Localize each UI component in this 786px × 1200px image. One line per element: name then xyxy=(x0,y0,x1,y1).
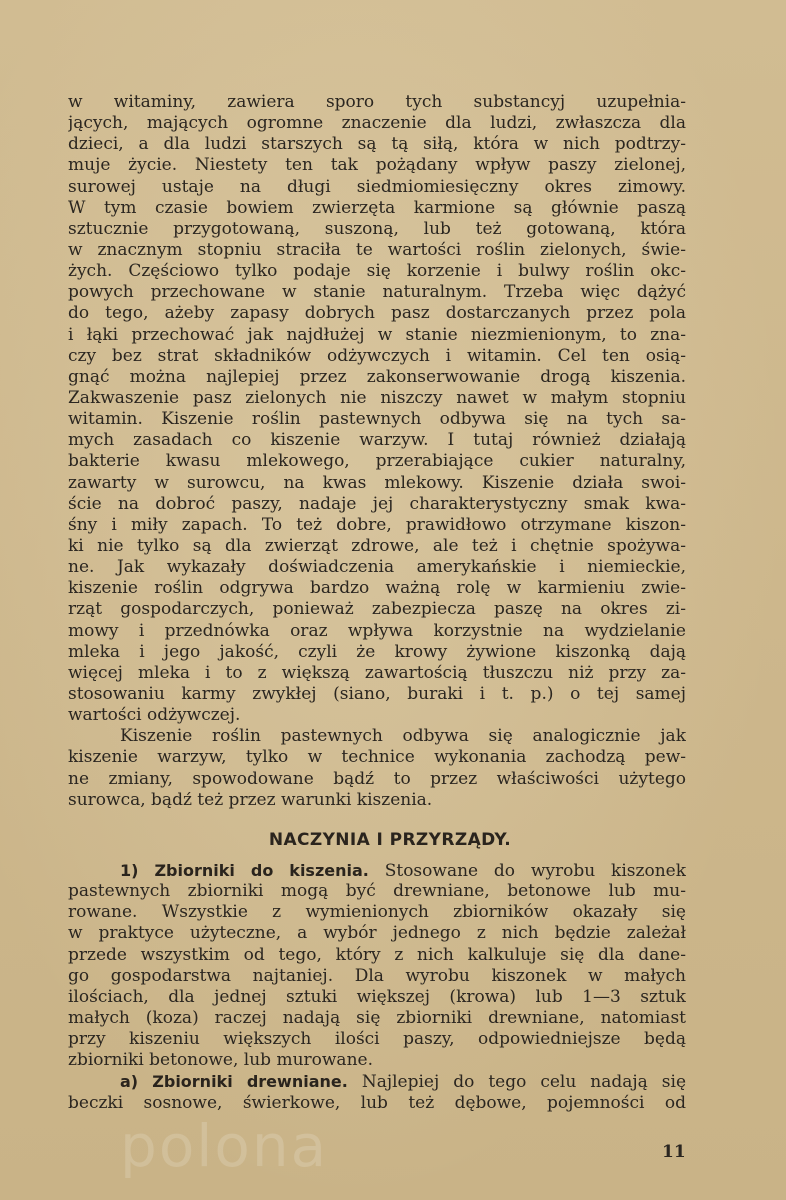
text-line-34: surowca, bądź też przez warunki kiszenia. xyxy=(68,789,433,810)
text-line-27: mleka i jego jakość, czyli że krowy żywione kiszonką dają xyxy=(68,641,686,662)
text-line-7: sztucznie przygotowaną, suszoną, lub też gotowaną, która xyxy=(68,218,686,239)
text-line-20: ście na dobroć paszy, nadaje jej charakterystyczny smak kwa- xyxy=(68,493,686,514)
text-line-31: Kiszenie roślin pastewnych odbywa się analogicznie jak xyxy=(120,726,686,747)
text-line-3: dzieci, a dla ludzi starszych są tą siłą, która w nich podtrzy- xyxy=(68,134,686,155)
text-line-26: mowy i przednówka oraz wpływa korzystnie na wydzielanie xyxy=(68,620,686,641)
text-line-25: rząt gospodarczych, ponieważ zabezpiecza paszę na okres zi- xyxy=(68,599,686,620)
item1-line-10: zbiorniki betonowe, lub murowane. xyxy=(68,1050,373,1071)
text-line-11: do tego, ażeby zapasy dobrych pasz dostarczanych przez pola xyxy=(68,303,686,324)
watermark: polona xyxy=(120,1112,329,1180)
itema-run-in-heading: a) Zbiorniki drewniane. xyxy=(120,1072,348,1092)
text-line-10: powych przechowane w stanie naturalnym. Trzeba więc dążyć xyxy=(68,282,686,303)
text-line-18: bakterie kwasu mlekowego, przerabiające cukier naturalny, xyxy=(68,451,686,472)
text-line-15: Zakwaszenie pasz zielonych nie niszczy nawet w małym stopniu xyxy=(68,387,686,408)
text-line-6: W tym czasie bowiem zwierzęta karmione są głównie paszą xyxy=(68,197,686,218)
itema-line-2: beczki sosnowe, świerkowe, lub też dębowe, pojemności od xyxy=(68,1092,686,1113)
item1-line-3: rowane. Wszystkie z wymienionych zbiorników okazały się xyxy=(68,902,686,923)
item1-first-line xyxy=(68,860,686,881)
text-line-8: w znacznym stopniu straciła te wartości roślin zielonych, świe- xyxy=(68,239,686,260)
itema-first-line-text: Najlepiej do tego celu nadają się xyxy=(361,1072,686,1093)
text-line-28: więcej mleka i to z większą zawartością tłuszczu niż przy za- xyxy=(68,662,686,683)
item1-line-2: pastewnych zbiorniki mogą być drewniane, betonowe lub mu- xyxy=(68,881,686,902)
item1-line-7: ilościach, dla jednej sztuki większej (krowa) lub 1—3 sztuk xyxy=(68,986,686,1007)
item1-line-5: przede wszystkim od tego, który z nich kalkuluje się dla dane- xyxy=(68,944,686,965)
section-heading-wrap xyxy=(68,830,686,850)
section-body xyxy=(68,860,686,1114)
text-line-17: mych zasadach co kiszenie warzyw. I tutaj również działają xyxy=(68,430,686,451)
text-line-21: śny i miły zapach. To też dobre, prawidłowo otrzymane kiszon- xyxy=(68,514,686,535)
text-line-24: kiszenie roślin odgrywa bardzo ważną rolę w karmieniu zwie- xyxy=(68,578,686,599)
text-line-12: i łąki przechować jak najdłużej w stanie niezmienionym, to zna- xyxy=(68,324,686,345)
text-line-32: kiszenie warzyw, tylko w technice wykonania zachodzą pew- xyxy=(68,747,686,768)
text-line-13: czy bez strat składników odżywczych i witamin. Cel ten osią- xyxy=(68,345,686,366)
text-line-9: żych. Częściowo tylko podaje się korzenie i bulwy roślin okc- xyxy=(68,261,686,282)
text-line-22: ki nie tylko są dla zwierząt zdrowe, ale też i chętnie spożywa- xyxy=(68,535,686,556)
text-line-1: w witaminy, zawiera sporo tych substancyj uzupełnia- xyxy=(68,92,686,112)
text-line-4: muje życie. Niestety ten tak pożądany wpływ paszy zielonej, xyxy=(68,155,686,176)
text-line-33: ne zmiany, spowodowane bądź to przez właściwości użytego xyxy=(68,768,686,789)
text-line-14: gnąć można najlepiej przez zakonserwowanie drogą kiszenia. xyxy=(68,366,686,387)
item1-line-9: przy kiszeniu większych ilości paszy, odpowiedniejsze będą xyxy=(68,1029,686,1050)
text-line-23: ne. Jak wykazały doświadczenia amerykańskie i niemieckie, xyxy=(68,557,686,578)
item1-line-8: małych (koza) raczej nadają się zbiorniki drewniane, natomiast xyxy=(68,1007,686,1028)
item1-line-6: go gospodarstwa najtaniej. Dla wyrobu kiszonek w małych xyxy=(68,965,686,986)
item1-first-line-text: Stosowane do wyrobu kiszonek xyxy=(384,861,686,881)
itema-first-line xyxy=(68,1071,686,1092)
page-number: 11 xyxy=(662,1142,686,1162)
body-text xyxy=(68,92,686,811)
text-line-2: jących, mających ogromne znaczenie dla ludzi, zwłaszcza dla xyxy=(68,113,686,134)
text-line-29: stosowaniu karmy zwykłej (siano, buraki i t. p.) o tej samej xyxy=(68,683,686,704)
item1-run-in-heading: 1) Zbiorniki do kiszenia. xyxy=(120,861,369,880)
section-heading: NACZYNIA I PRZYRZĄDY. xyxy=(268,830,512,850)
text-line-19: zawarty w surowcu, na kwas mlekowy. Kiszenie działa swoi- xyxy=(68,472,686,493)
text-line-16: witamin. Kiszenie roślin pastewnych odbywa się na tych sa- xyxy=(68,409,686,430)
text-line-30: wartości odżywczej. xyxy=(68,705,241,726)
item1-line-4: w praktyce użyteczne, a wybór jednego z nich będzie zależał xyxy=(68,923,686,944)
text-line-5: surowej ustaje na długi siedmiomiesięczny okres zimowy. xyxy=(68,176,686,197)
